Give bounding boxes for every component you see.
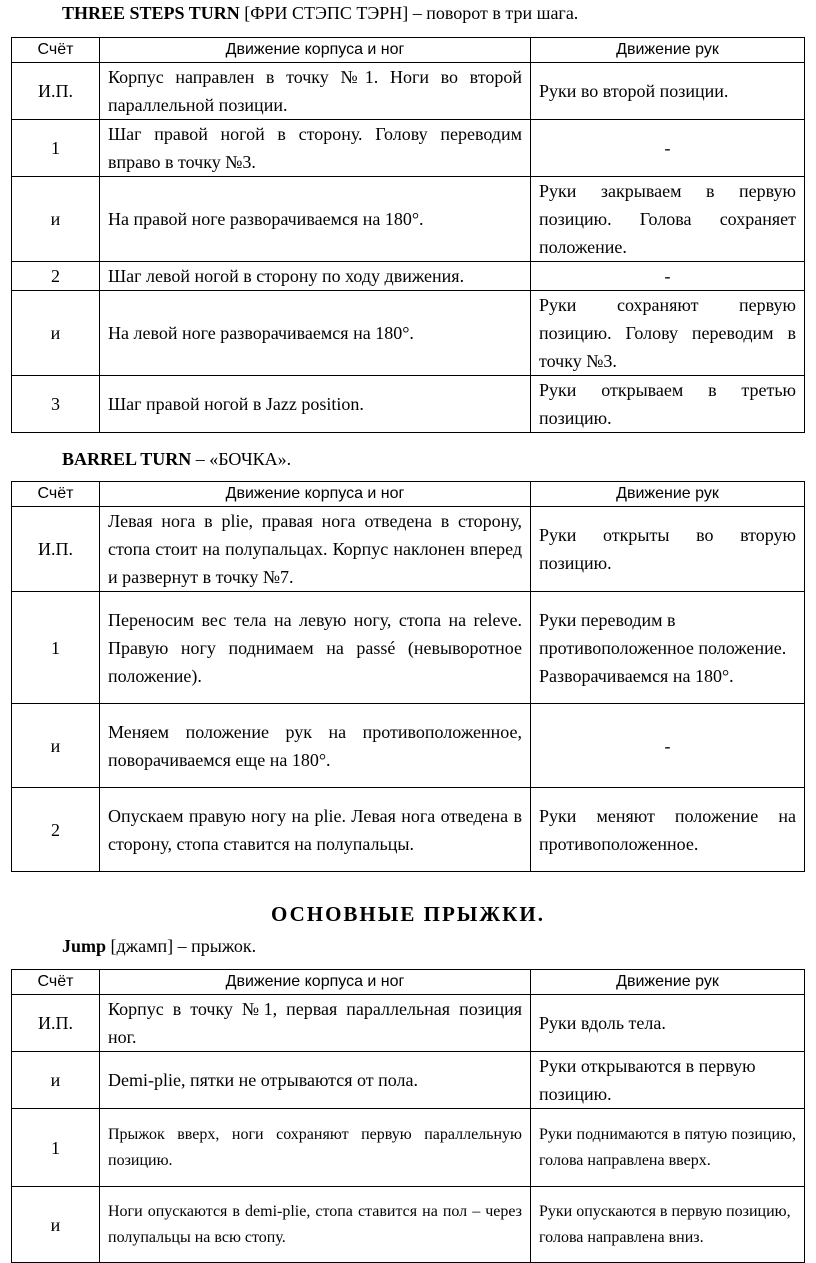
header-body: Движение корпуса и ног: [100, 970, 531, 995]
table-header-row: [12, 482, 805, 507]
section-title-bold: BARREL TURN: [62, 449, 192, 469]
row-count: И.П.: [12, 507, 100, 592]
row-count: И.П.: [12, 995, 100, 1052]
row-count: 3: [12, 376, 100, 433]
table-header-row: [12, 970, 805, 995]
row-count: и: [12, 1187, 100, 1263]
row-arms: Руки открываем в третью позицию.: [531, 376, 805, 433]
row-body: Шаг правой ногой в сторону. Голову переводим вправо в точку №3.: [100, 120, 531, 177]
header-body: Движение корпуса и ног: [100, 38, 531, 63]
row-body: На правой ноге разворачиваемся на 180°.: [100, 177, 531, 262]
table-row: [12, 63, 805, 120]
table-row: [12, 1052, 805, 1109]
row-count: 1: [12, 1109, 100, 1187]
section-title-rest: [джамп] – прыжок.: [106, 936, 257, 956]
row-arms: Руки открываются в первую позицию.: [531, 1052, 805, 1109]
row-arms: Руки во второй позиции.: [531, 63, 805, 120]
table-row: [12, 177, 805, 262]
table-row: [12, 507, 805, 592]
row-count: и: [12, 291, 100, 376]
header-count: Счёт: [12, 970, 100, 995]
row-body: Меняем положение рук на противоположенное, поворачиваемся еще на 180°.: [100, 704, 531, 788]
row-body: Прыжок вверх, ноги сохраняют первую параллельную позицию.: [100, 1109, 531, 1187]
three-steps-turn-table: [11, 37, 805, 433]
row-arms: Руки вдоль тела.: [531, 995, 805, 1052]
jump-table: [11, 969, 805, 1263]
row-count: 2: [12, 788, 100, 872]
header-body: Движение корпуса и ног: [100, 482, 531, 507]
row-arms: -: [531, 120, 805, 177]
row-body: Корпус в точку №1, первая параллельная позиция ног.: [100, 995, 531, 1052]
section-title-rest: [ФРИ СТЭПС ТЭРН] – поворот в три шага.: [239, 3, 579, 23]
section-title-rest: – «БОЧКА».: [191, 449, 292, 469]
row-arms: Руки закрываем в первую позицию. Голова сохраняет положение.: [531, 177, 805, 262]
header-arms: Движение рук: [531, 970, 805, 995]
row-body: Demi-plie, пятки не отрываются от пола.: [100, 1052, 531, 1109]
row-body: Ноги опускаются в demi-plie, стопа ставится на пол – через полупальцы на всю стопу.: [100, 1187, 531, 1263]
header-arms: Движение рук: [531, 482, 805, 507]
row-body: Переносим вес тела на левую ногу, стопа на releve. Правую ногу поднимаем на passé (невыворотное положение).: [100, 592, 531, 704]
row-count: и: [12, 177, 100, 262]
table-row: [12, 788, 805, 872]
header-count: Счёт: [12, 482, 100, 507]
section-title-jump: [62, 935, 256, 957]
row-body: Шаг левой ногой в сторону по ходу движения.: [100, 262, 531, 291]
table-row: [12, 592, 805, 704]
header-arms: Движение рук: [531, 38, 805, 63]
table-row: [12, 704, 805, 788]
row-arms: Руки сохраняют первую позицию. Голову переводим в точку №3.: [531, 291, 805, 376]
header-count: Счёт: [12, 38, 100, 63]
table-row: [12, 1187, 805, 1263]
row-body: Шаг правой ногой в Jazz position.: [100, 376, 531, 433]
section-title-bold: THREE STEPS TURN: [62, 3, 240, 23]
row-count: и: [12, 1052, 100, 1109]
row-arms: Руки меняют положение на противоположенное.: [531, 788, 805, 872]
row-body: Корпус направлен в точку №1. Ноги во второй параллельной позиции.: [100, 63, 531, 120]
barrel-turn-table: [11, 481, 805, 872]
row-body: На левой ноге разворачиваемся на 180°.: [100, 291, 531, 376]
row-arms: Руки открыты во вторую позицию.: [531, 507, 805, 592]
table-header-row: [12, 38, 805, 63]
table-row: [12, 291, 805, 376]
row-arms: Руки поднимаются в пятую позицию, голова направлена вверх.: [531, 1109, 805, 1187]
row-body: Опускаем правую ногу на plie. Левая нога отведена в сторону, стопа ставится на полупальцы.: [100, 788, 531, 872]
table-row: [12, 262, 805, 291]
row-count: 2: [12, 262, 100, 291]
table-row: [12, 1109, 805, 1187]
table-row: [12, 376, 805, 433]
section-title-three-steps-turn: [62, 2, 578, 24]
row-arms: Руки переводим в противоположенное положение. Разворачиваемся на 180°.: [531, 592, 805, 704]
row-count: и: [12, 704, 100, 788]
table-row: [12, 120, 805, 177]
row-arms: -: [531, 704, 805, 788]
main-title: ОСНОВНЫЕ ПРЫЖКИ.: [270, 902, 545, 926]
section-title-bold: Jump: [62, 936, 107, 956]
row-arms: Руки опускаются в первую позицию, голова направлена вниз.: [531, 1187, 805, 1263]
row-count: 1: [12, 120, 100, 177]
table-row: [12, 995, 805, 1052]
section-title-barrel-turn: [62, 448, 291, 470]
row-count: И.П.: [12, 63, 100, 120]
row-body: Левая нога в plie, правая нога отведена в сторону, стопа стоит на полупальцах. Корпус наклонен вперед и развернут в точку №7.: [100, 507, 531, 592]
row-count: 1: [12, 592, 100, 704]
row-arms: -: [531, 262, 805, 291]
